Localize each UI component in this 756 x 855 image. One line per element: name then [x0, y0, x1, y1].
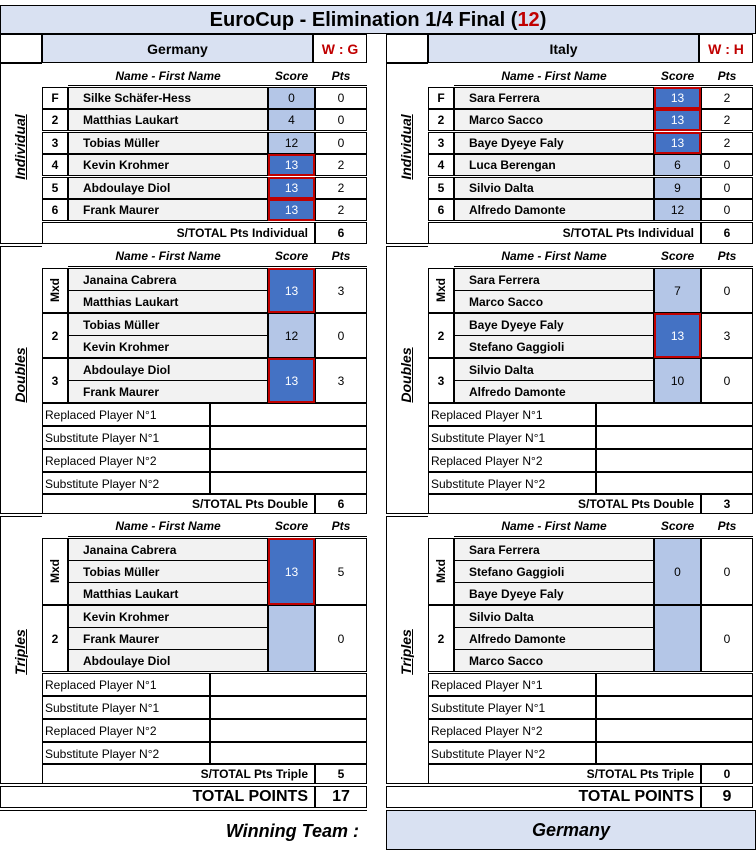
team-pts: 0: [315, 605, 367, 672]
winning-team-value: Germany: [386, 810, 756, 850]
player-name: Luca Berengan: [454, 154, 654, 176]
player-number: 6: [42, 199, 68, 221]
player-name: Tobias Müller: [68, 313, 268, 336]
header-score: Score: [268, 246, 315, 267]
player-name: Tobias Müller: [68, 132, 268, 154]
team-pts: 0: [701, 358, 753, 403]
player-name: Marco Sacco: [454, 109, 654, 131]
replaced-player-2-input[interactable]: [210, 449, 367, 472]
player-number: 5: [428, 177, 454, 199]
team-number: 3: [428, 358, 454, 403]
mixed-label: Mxd: [48, 559, 62, 583]
player-name: Baye Dyeye Faly: [454, 313, 654, 336]
team-pts: 3: [315, 268, 367, 313]
player-number: 2: [42, 109, 68, 131]
team-pts: 3: [701, 313, 753, 358]
team-score[interactable]: 13: [268, 538, 315, 605]
total-points-value: 9: [701, 786, 753, 808]
replaced-player-1-label: Replaced Player N°1: [428, 673, 596, 696]
player-score[interactable]: 13: [654, 132, 701, 154]
team-score[interactable]: [654, 605, 701, 672]
total-points-value: 17: [315, 786, 367, 808]
section-label-triples: Triples: [398, 629, 414, 675]
substitute-player-1-label: Substitute Player N°1: [428, 426, 596, 449]
team-score[interactable]: 13: [268, 358, 315, 403]
header-spacer: [0, 34, 42, 63]
mixed-label: Mxd: [434, 559, 448, 583]
subtotal-double-value: 6: [315, 493, 367, 514]
win-loss-code: W : H: [699, 34, 753, 63]
team-score[interactable]: 13: [268, 268, 315, 313]
header-pts: Pts: [315, 516, 367, 537]
player-number: 4: [428, 154, 454, 176]
team-pts: 0: [315, 313, 367, 358]
player-pts: 2: [701, 132, 753, 154]
team-score[interactable]: 10: [654, 358, 701, 403]
player-name: Abdoulaye Diol: [68, 649, 268, 672]
player-name: Marco Sacco: [454, 290, 654, 313]
team-pts: 5: [315, 538, 367, 605]
player-name: Sara Ferrera: [454, 268, 654, 291]
team-number: 2: [42, 605, 68, 672]
section-label-individual: Individual: [12, 114, 28, 180]
replaced-player-1-input[interactable]: [210, 403, 367, 426]
replaced-player-2-input[interactable]: [596, 719, 753, 742]
player-pts: 0: [701, 177, 753, 199]
player-pts: 0: [701, 199, 753, 221]
player-score[interactable]: 13: [654, 87, 701, 109]
player-pts: 0: [315, 87, 367, 109]
section-label-triples: Triples: [12, 629, 28, 675]
substitute-player-1-input[interactable]: [596, 696, 753, 719]
player-pts: 0: [315, 132, 367, 154]
player-pts: 0: [315, 109, 367, 131]
team-pts: 0: [701, 605, 753, 672]
team-score[interactable]: 0: [654, 538, 701, 605]
player-name: Silvio Dalta: [454, 177, 654, 199]
player-pts: 0: [701, 154, 753, 176]
player-score[interactable]: 13: [268, 154, 315, 176]
player-name: Kevin Krohmer: [68, 335, 268, 358]
header-score: Score: [654, 246, 701, 267]
team-pts: 0: [701, 268, 753, 313]
subtotal-triple-value: 0: [701, 763, 753, 784]
team-number: 2: [42, 313, 68, 358]
team-pts: 0: [701, 538, 753, 605]
player-number: 6: [428, 199, 454, 221]
mixed-label: Mxd: [48, 278, 62, 302]
player-score[interactable]: 4: [268, 109, 315, 131]
player-score[interactable]: 12: [654, 199, 701, 221]
subtotal-triple-label: S/TOTAL Pts Triple: [428, 763, 701, 784]
player-pts: 2: [701, 109, 753, 131]
player-name: Alfredo Damonte: [454, 199, 654, 221]
player-name: Kevin Krohmer: [68, 154, 268, 176]
subtotal-triple-label: S/TOTAL Pts Triple: [42, 763, 315, 784]
player-number: 2: [428, 109, 454, 131]
player-number: 3: [42, 132, 68, 154]
replaced-player-2-label: Replaced Player N°2: [428, 719, 596, 742]
header-name: Name - First Name: [68, 66, 268, 86]
team-number: 2: [428, 605, 454, 672]
player-score[interactable]: 9: [654, 177, 701, 199]
substitute-player-1-input[interactable]: [596, 426, 753, 449]
player-name: Silke Schäfer-Hess: [68, 87, 268, 109]
header-name: Name - First Name: [454, 246, 654, 267]
header-name: Name - First Name: [454, 516, 654, 537]
team-score[interactable]: 7: [654, 268, 701, 313]
header-spacer: [386, 34, 428, 63]
player-score[interactable]: 0: [268, 87, 315, 109]
team-score[interactable]: [268, 605, 315, 672]
player-name: Abdoulaye Diol: [68, 177, 268, 199]
match-number: 12: [517, 8, 540, 31]
subtotal-individual-value: 6: [315, 222, 367, 244]
player-name: Alfredo Damonte: [454, 380, 654, 403]
substitute-player-1-label: Substitute Player N°1: [42, 426, 210, 449]
substitute-player-2-label: Substitute Player N°2: [428, 472, 596, 495]
substitute-player-2-input[interactable]: [596, 742, 753, 765]
player-name: Stefano Gaggioli: [454, 560, 654, 583]
replaced-player-2-label: Replaced Player N°2: [42, 449, 210, 472]
header-pts: Pts: [701, 66, 753, 86]
player-name: Silvio Dalta: [454, 605, 654, 628]
section-frame-triples: [386, 516, 428, 784]
team-score[interactable]: 12: [268, 313, 315, 358]
header-pts: Pts: [701, 246, 753, 267]
player-name: Sara Ferrera: [454, 538, 654, 561]
player-score[interactable]: 6: [654, 154, 701, 176]
player-pts: 2: [315, 199, 367, 221]
section-label-individual: Individual: [398, 114, 414, 180]
player-name: Frank Maurer: [68, 380, 268, 403]
replaced-player-2-label: Replaced Player N°2: [42, 719, 210, 742]
subtotal-triple-value: 5: [315, 763, 367, 784]
header-pts: Pts: [315, 246, 367, 267]
header-score: Score: [654, 516, 701, 537]
player-number: 3: [428, 132, 454, 154]
header-name: Name - First Name: [68, 246, 268, 267]
country-name: Italy: [428, 34, 699, 63]
substitute-player-2-input[interactable]: [210, 742, 367, 765]
total-points-label: TOTAL POINTS: [386, 786, 701, 808]
substitute-player-2-label: Substitute Player N°2: [42, 742, 210, 765]
subtotal-individual-label: S/TOTAL Pts Individual: [428, 222, 701, 244]
player-score[interactable]: 13: [268, 199, 315, 221]
substitute-player-1-label: Substitute Player N°1: [42, 696, 210, 719]
replaced-player-2-input[interactable]: [210, 719, 367, 742]
player-name: Matthias Laukart: [68, 109, 268, 131]
page-title: EuroCup - Elimination 1/4 Final ( 12 ): [0, 5, 756, 34]
header-score: Score: [268, 66, 315, 86]
player-score[interactable]: 13: [654, 109, 701, 131]
section-frame-individual: [386, 63, 428, 244]
player-pts: 2: [315, 154, 367, 176]
subtotal-double-label: S/TOTAL Pts Double: [42, 493, 315, 514]
total-points-label: TOTAL POINTS: [0, 786, 315, 808]
player-name: Matthias Laukart: [68, 290, 268, 313]
team-number: 3: [42, 358, 68, 403]
player-number: 4: [42, 154, 68, 176]
player-name: Silvio Dalta: [454, 358, 654, 381]
mixed-label: Mxd: [434, 278, 448, 302]
replaced-player-1-label: Replaced Player N°1: [428, 403, 596, 426]
substitute-player-2-label: Substitute Player N°2: [42, 472, 210, 495]
section-label-doubles: Doubles: [12, 347, 28, 403]
player-score[interactable]: 13: [268, 177, 315, 199]
header-name: Name - First Name: [454, 66, 654, 86]
player-score[interactable]: 12: [268, 132, 315, 154]
player-name: Matthias Laukart: [68, 582, 268, 605]
section-label-doubles: Doubles: [398, 347, 414, 403]
section-frame-triples: [0, 516, 42, 784]
substitute-player-2-label: Substitute Player N°2: [428, 742, 596, 765]
country-name: Germany: [42, 34, 313, 63]
player-name: Abdoulaye Diol: [68, 358, 268, 381]
header-score: Score: [268, 516, 315, 537]
replaced-player-1-input[interactable]: [596, 403, 753, 426]
player-pts: 2: [701, 87, 753, 109]
replaced-player-1-input[interactable]: [210, 673, 367, 696]
win-loss-code: W : G: [313, 34, 367, 63]
replaced-player-2-label: Replaced Player N°2: [428, 449, 596, 472]
player-pts: 2: [315, 177, 367, 199]
section-frame-doubles: [0, 246, 42, 514]
player-name: Janaina Cabrera: [68, 268, 268, 291]
team-score[interactable]: 13: [654, 313, 701, 358]
player-name: Alfredo Damonte: [454, 627, 654, 650]
replaced-player-1-label: Replaced Player N°1: [42, 403, 210, 426]
player-name: Marco Sacco: [454, 649, 654, 672]
player-number: F: [428, 87, 454, 109]
header-name: Name - First Name: [68, 516, 268, 537]
subtotal-individual-label: S/TOTAL Pts Individual: [42, 222, 315, 244]
subtotal-double-label: S/TOTAL Pts Double: [428, 493, 701, 514]
header-score: Score: [654, 66, 701, 86]
player-name: Tobias Müller: [68, 560, 268, 583]
section-frame-doubles: [386, 246, 428, 514]
player-name: Baye Dyeye Faly: [454, 132, 654, 154]
subtotal-individual-value: 6: [701, 222, 753, 244]
player-number: F: [42, 87, 68, 109]
substitute-player-2-input[interactable]: [210, 472, 367, 495]
player-name: Sara Ferrera: [454, 87, 654, 109]
player-number: 5: [42, 177, 68, 199]
subtotal-double-value: 3: [701, 493, 753, 514]
section-frame-individual: [0, 63, 42, 244]
replaced-player-1-label: Replaced Player N°1: [42, 673, 210, 696]
substitute-player-1-input[interactable]: [210, 426, 367, 449]
substitute-player-1-input[interactable]: [210, 696, 367, 719]
header-pts: Pts: [701, 516, 753, 537]
player-name: Frank Maurer: [68, 627, 268, 650]
player-name: Baye Dyeye Faly: [454, 582, 654, 605]
header-pts: Pts: [315, 66, 367, 86]
player-name: Janaina Cabrera: [68, 538, 268, 561]
player-name: Kevin Krohmer: [68, 605, 268, 628]
substitute-player-1-label: Substitute Player N°1: [428, 696, 596, 719]
player-name: Stefano Gaggioli: [454, 335, 654, 358]
team-pts: 3: [315, 358, 367, 403]
player-name: Frank Maurer: [68, 199, 268, 221]
team-number: 2: [428, 313, 454, 358]
replaced-player-1-input[interactable]: [596, 673, 753, 696]
winning-team-label: Winning Team :: [0, 810, 367, 850]
substitute-player-2-input[interactable]: [596, 472, 753, 495]
replaced-player-2-input[interactable]: [596, 449, 753, 472]
